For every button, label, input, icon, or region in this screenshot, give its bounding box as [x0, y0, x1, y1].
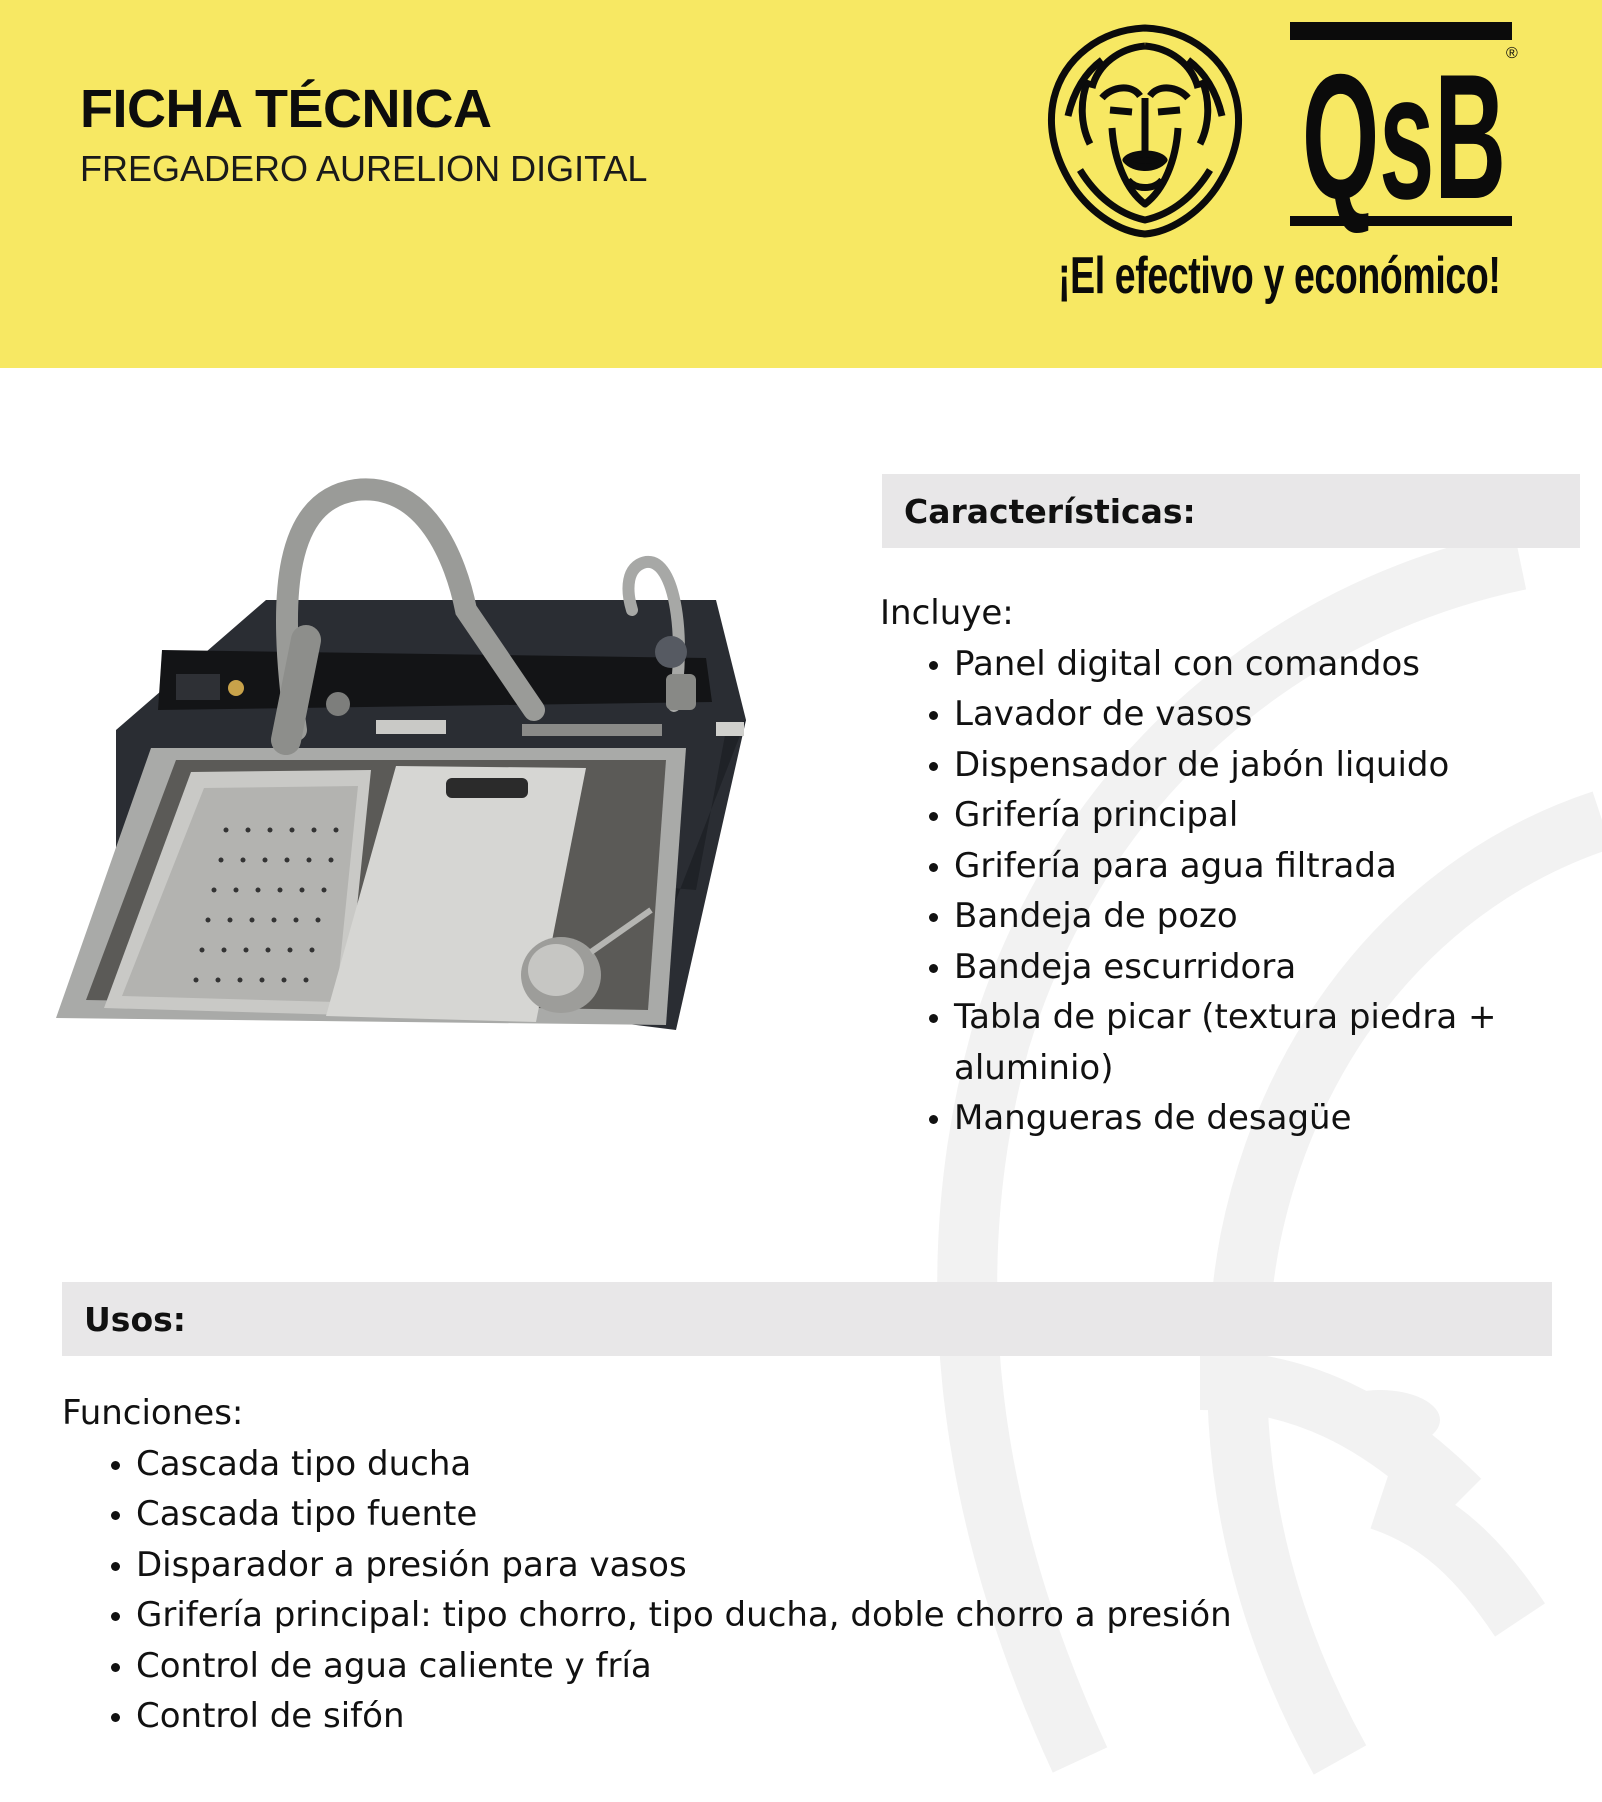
list-item: • Bandeja escurridora	[954, 942, 1580, 993]
brand-slogan: ¡El efectivo y económico!	[1058, 247, 1501, 305]
usos-heading: Usos:	[84, 1299, 186, 1339]
list-item: • Bandeja de pozo	[954, 891, 1580, 942]
list-item: • Grifería para agua filtrada	[954, 841, 1580, 892]
kitchen-sink-illustration	[26, 470, 796, 1130]
list-item: • Control de agua caliente y fría	[136, 1641, 1462, 1692]
caracteristicas-heading-bar	[882, 474, 1580, 548]
caracteristicas-lead: Incluye:	[880, 593, 1014, 633]
list-item: • Grifería principal: tipo chorro, tipo ducha, doble chorro a presión	[136, 1590, 1462, 1641]
lion-head-logo	[1051, 28, 1238, 234]
brand-name: QsB	[1302, 37, 1506, 236]
list-item: • Lavador de vasos	[954, 689, 1580, 740]
usos-heading-bar	[62, 1282, 1552, 1356]
list-item: • Disparador a presión para vasos	[136, 1540, 1462, 1591]
registered-mark: ®	[1506, 45, 1518, 62]
page-title: FICHA TÉCNICA	[80, 79, 492, 139]
list-item: • Panel digital con comandos	[954, 639, 1580, 690]
list-item: • Grifería principal	[954, 790, 1580, 841]
control-panel	[158, 650, 712, 710]
header-banner	[0, 0, 1602, 368]
caracteristicas-list	[880, 639, 1580, 1144]
list-item: • Mangueras de desagüe	[954, 1093, 1580, 1144]
page-subtitle: FREGADERO AURELION DIGITAL	[80, 148, 648, 189]
usos-list	[62, 1439, 1462, 1742]
list-item: • Cascada tipo ducha	[136, 1439, 1462, 1490]
usos-lead: Funciones:	[62, 1393, 244, 1433]
list-item: • Dispensador de jabón liquido	[954, 740, 1580, 791]
list-item: • Tabla de picar (textura piedra + aluminio)	[954, 992, 1514, 1093]
list-item: • Cascada tipo fuente	[136, 1489, 1462, 1540]
caracteristicas-block	[880, 588, 1580, 1144]
usos-block	[62, 1388, 1462, 1742]
list-item: • Control de sifón	[136, 1691, 1462, 1742]
caracteristicas-heading: Características:	[904, 491, 1196, 531]
